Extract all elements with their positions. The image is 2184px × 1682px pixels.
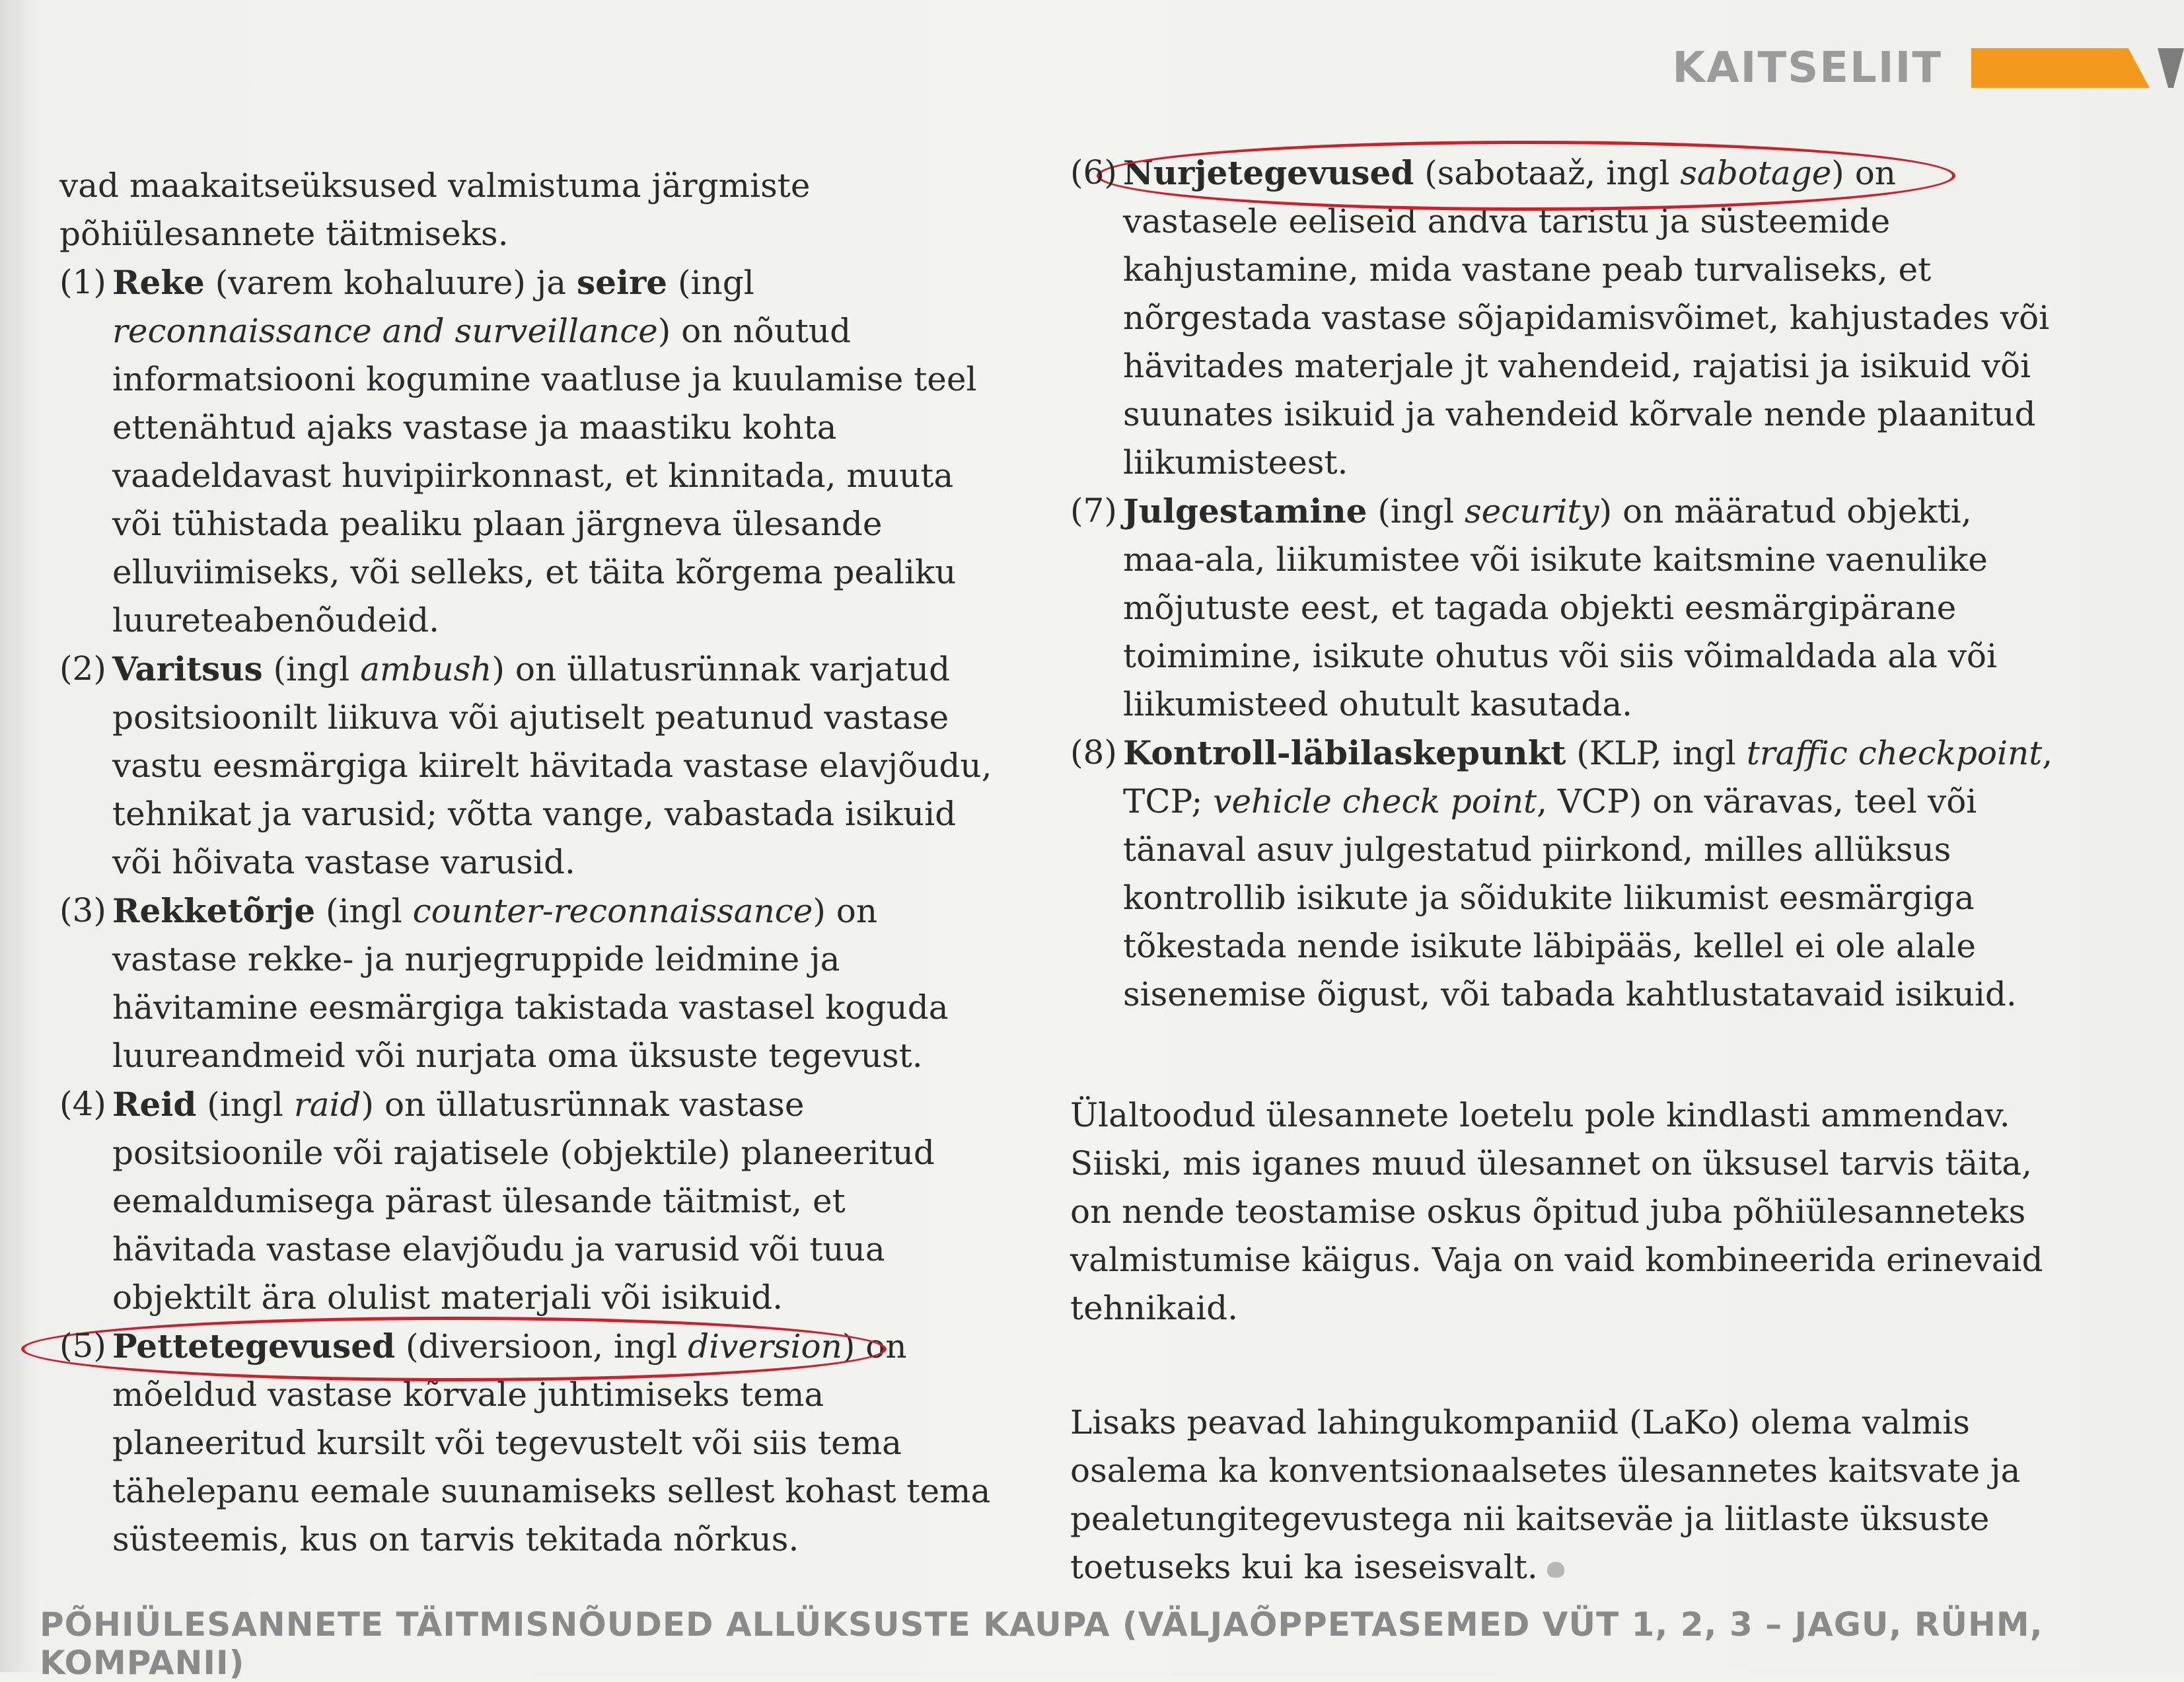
task-item-5: [59, 1322, 998, 1564]
item-number: (4): [59, 1085, 106, 1123]
item-english: reconnaissance and surveillance: [112, 312, 658, 350]
item-english: vehicle check point: [1213, 782, 1537, 821]
closing-paragraph-2: [1070, 1399, 2055, 1591]
item-number: (5): [59, 1327, 106, 1365]
item-number: (6): [1070, 153, 1117, 192]
brand-name: KAITSELIIT: [1672, 44, 1942, 92]
item-text: (varem kohaluure) ja: [204, 264, 577, 302]
item-text: ) on määratud objekti, maa-ala, liikumistee või isikute kaitsmine vaenulike mõjutuste eest, et tagada objekti eesmärgipärane toimimine, isikute ohutus või siis võimaldada ala või liikumisteed ohutult kasutada.: [1123, 492, 1997, 723]
item-english: traffic checkpoint: [1746, 734, 2043, 772]
task-item-4: [59, 1080, 998, 1322]
task-item-7: [1070, 487, 2055, 729]
right-column: [1070, 149, 2055, 1591]
brand-chevron-icon: [2158, 48, 2184, 88]
spacer: [1070, 1019, 2055, 1091]
item-text: ) on nõutud informatsiooni kogumine vaatluse ja kuulamise teel ettenähtud ajaks vastase ja maastiku kohta vaadeldavast huvipiirkonnast, et kinnitada, muuta või tühistada pealiku plaan järgneva ülesande elluviimiseks, või selleks, et täita kõrgema pealiku luureteabenõudeid.: [112, 312, 977, 640]
item-term: Reke: [112, 263, 205, 302]
item-number: (1): [59, 263, 106, 301]
item-text: (ingl: [262, 650, 361, 688]
task-item-3: [59, 887, 998, 1080]
task-item-2: [59, 645, 998, 887]
item-term: Nurjetegevused: [1123, 153, 1414, 192]
item-term: seire: [577, 263, 668, 302]
item-english: counter-reconnaissance: [412, 892, 813, 930]
closing-paragraph-1: Ülaltoodud ülesannete loetelu pole kindlasti ammendav. Siiski, mis iganes muud ülesannet on üksusel tarvis täita, on nende teostamise oskus õpitud juba põhiülesanneteks valmistumise käigus. Vaja on vaid kombineerida erinevaid tehnikaid.: [1070, 1096, 2043, 1327]
item-number: (7): [1070, 492, 1117, 530]
item-english: sabotage: [1680, 154, 1832, 192]
item-term: Rekketõrje: [112, 891, 316, 930]
item-english: raid: [293, 1085, 361, 1124]
intro-text: vad maakaitseüksused valmistuma järgmiste põhiülesannete täitmiseks.: [59, 166, 811, 253]
item-number: (3): [59, 891, 106, 930]
item-term: Reid: [112, 1085, 197, 1124]
item-text: ) on vastasele eeliseid andva taristu ja süsteemide kahjustamine, mida vastane peab turvaliseks, et nõrgestada vastase sõjapidamisvõimet, kahjustades või hävitades materjale jt vahendeid, rajatisi ja isikuid või suunates isikuid ja vahendeid kõrvale nende plaanitud liikumisteest.: [1123, 154, 2050, 482]
item-term: Varitsus: [112, 649, 263, 688]
item-text: ) on üllatusrünnak varjatud positsioonilt liikuva või ajutiselt peatunud vastase vastu eesmärgiga kiirelt hävitada vastase elavjõudu, tehnikat ja varusid; võtta vange, vabastada isikuid või hõivata vastase varusid.: [112, 650, 992, 881]
orange-brand-bar: [1971, 48, 2150, 88]
task-item-6: [1070, 149, 2055, 487]
item-text: (diversioon, ingl: [395, 1327, 688, 1366]
task-item-8: [1070, 729, 2055, 1019]
item-text: (sabotaaž, ingl: [1414, 154, 1681, 192]
item-text: (ingl: [667, 264, 754, 302]
item-text: , VCP) on väravas, teel või tänaval asuv julgestatud piirkond, milles allüksus kontrollib isikute ja sõidukite liikumist eesmärgiga tõkestada nende isikute läbipääs, kellel ei ole alale sisenemise õigust, või tabada kahtlustatavaid isikuid.: [1123, 782, 2017, 1013]
item-text: ) on üllatusrünnak vastase positsioonile või rajatisele (objektile) planeeritud eemaldumisega pärast ülesande täitmist, et hävitada vastase elavjõudu ja varusid või tuua objektilt ära olulist materjali või isikuid.: [112, 1085, 935, 1317]
item-text: , TCP;: [1123, 734, 2053, 821]
page-header: [1673, 38, 2184, 98]
item-text: ) on mõeldud vastase kõrvale juhtimiseks tema planeeritud kursilt või tegevustelt või siis tema tähelepanu eemale suunamiseks sellest kohast tema süsteemis, kus on tarvis tekitada nõrkus.: [112, 1327, 991, 1558]
item-term: Julgestamine: [1123, 492, 1367, 530]
left-column: [59, 162, 998, 1564]
end-of-article-icon: [1547, 1562, 1564, 1578]
item-english: diversion: [688, 1327, 842, 1366]
paragraph-text: Lisaks peavad lahingukompaniid (LaKo) olema valmis osalema ka konventsionaalsetes ülesannetes kaitsvate ja pealetungitegevustega nii kaitseväe ja liitlaste üksuste toetuseks kui ka iseseisvalt.: [1070, 1403, 2021, 1586]
item-english: security: [1464, 492, 1599, 530]
item-term: Kontroll-läbilaskepunkt: [1123, 733, 1566, 772]
item-text: (ingl: [1367, 492, 1465, 530]
item-number: (2): [59, 649, 106, 688]
item-text: (ingl: [196, 1085, 294, 1124]
task-item-1: [59, 258, 998, 645]
page-footer: PÕHIÜLESANNETE TÄITMISNÕUDED ALLÜKSUSTE KAUPA (VÄLJAÕPPETASEMED VÜT 1, 2, 3 – JAGU, RÜHM, KOMPANII): [40, 1605, 2043, 1682]
item-term: Pettetegevused: [112, 1327, 396, 1366]
item-text: ) on vastase rekke- ja nurjegruppide leidmine ja hävitamine eesmärgiga takistada vastasel koguda luureandmeid või nurjata oma üksuste tegevust.: [112, 892, 949, 1075]
item-text: (KLP, ingl: [1566, 734, 1747, 772]
item-english: ambush: [360, 650, 492, 688]
item-number: (8): [1070, 733, 1117, 772]
item-text: (ingl: [315, 892, 413, 930]
